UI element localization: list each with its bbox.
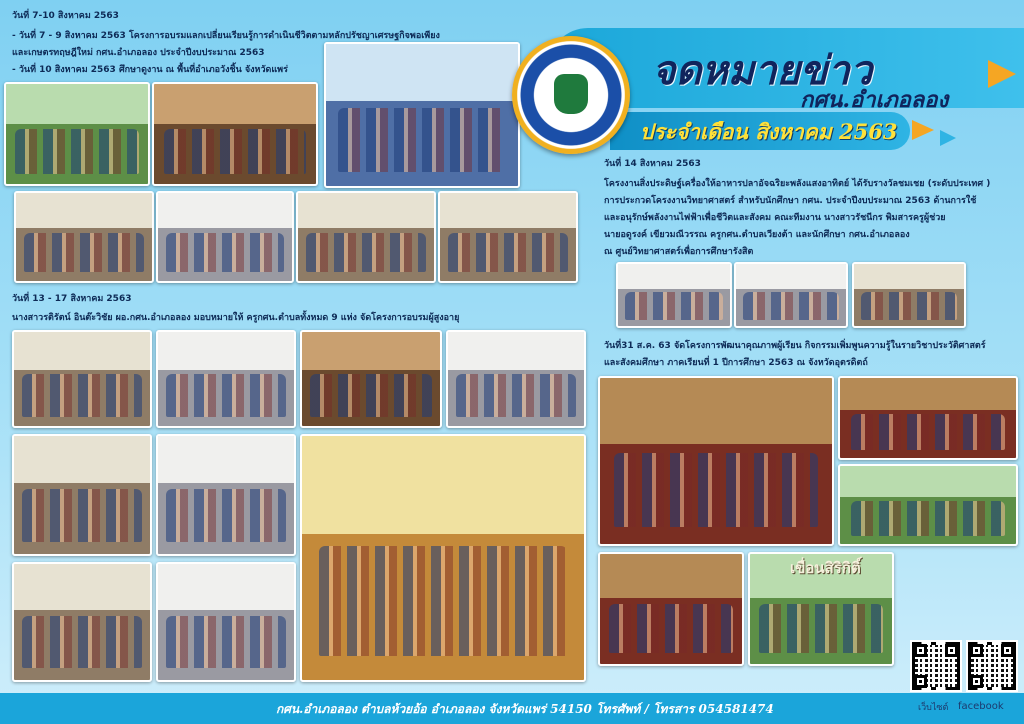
footer-address: กศน.อำเภอลอง ตำบลห้วยอ้อ อำเภอลอง จังหวัดแพร่ 54150 โทรศัพท์ / โทรสาร 054581474: [276, 702, 774, 716]
s3-line-1: นางสาวรติรัตน์ อินต๊ะวิชัย ผอ.กศน.อำเภอลอง มอบหมายให้ ครูกศน.ตำบลทั้งหมด 9 แห่ง จัดโครงการอบรมผู้สูงอายุ: [12, 313, 460, 323]
header-arrow-decor-2: [912, 120, 934, 140]
photo-s4-2: [838, 376, 1018, 460]
s3-date: วันที่ 13 - 17 สิงหาคม 2563: [12, 294, 132, 304]
photo-s4-3: [838, 464, 1018, 546]
photo-s3-7: [300, 434, 586, 682]
s4-line-1: วันที่31 ส.ค. 63 จัดโครงการพัฒนาคุณภาพผู้เรียน กิจกรรมเพิ่มพูนความรู้ในรายวิชาประวัติศาสตร์: [604, 341, 986, 351]
seal-province: จังหวัดแพร่: [556, 120, 586, 127]
s2-date: วันที่ 14 สิงหาคม 2563: [604, 159, 701, 169]
photo-s3-9: [156, 562, 296, 682]
photo-s1-3: [324, 42, 520, 188]
s1-line-1: - วันที่ 7 - 9 สิงหาคม 2563 โครงการอบรมแลกเปลี่ยนเรียนรู้การดำเนินชีวิตตามหลักปรัชญาเศรษฐกิจพอเพียง: [12, 31, 440, 41]
photo-s1-2: [152, 82, 318, 186]
photo-s3-2: [156, 330, 296, 428]
s2-line-3: และอนุรักษ์พลังงานไฟฟ้าเพื่อชีวิตและสังคม คณะทีมงาน นางสาวรัชนีกร พิมสารครูผู้ช่วย: [604, 213, 946, 223]
photo-s3-4: [446, 330, 586, 428]
photo-s1-4: [14, 191, 154, 283]
photo-s3-1: [12, 330, 152, 428]
s1-line-3: - วันที่ 10 สิงหาคม 2563 ศึกษาดูงาน ณ พื้นที่อำเภอวังชิ้น จังหวัดแพร่: [12, 65, 288, 75]
facebook-label[interactable]: facebook: [958, 701, 1004, 712]
photo-s1-6: [296, 191, 436, 283]
dam-sign-text: เขื่อนสิริกิติ์: [790, 559, 861, 577]
photo-s3-5: [12, 434, 152, 556]
photo-s2-1: [616, 262, 732, 328]
seal-emblem-icon: [554, 74, 588, 114]
qr-code-facebook[interactable]: [966, 640, 1018, 692]
s1-date: วันที่ 7-10 สิงหาคม 2563: [12, 11, 119, 21]
photo-s2-2: [734, 262, 848, 328]
s2-line-1: โครงงานสิ่งประดิษฐ์เครื่องให้อาหารปลาอัจฉริยะพลังแสงอาทิตย์ ได้รับรางวัลชมเชย (ระดับประเทศ ): [604, 179, 991, 189]
s2-line-5: ณ ศูนย์วิทยาศาสตร์เพื่อการศึกษารังสิต: [604, 247, 754, 257]
photo-s1-7: [438, 191, 578, 283]
footer-bar: [0, 693, 1024, 724]
org-seal-logo: [512, 36, 630, 154]
website-label[interactable]: เว็บไซต์: [918, 703, 949, 713]
qr-code-website[interactable]: [910, 640, 962, 692]
newsletter-month: ประจำเดือน สิงหาคม 2563: [640, 119, 898, 144]
header-arrow-decor-1: [988, 60, 1016, 88]
photo-s3-3: [300, 330, 442, 428]
photo-s2-3: [852, 262, 966, 328]
photo-s1-5: [156, 191, 294, 283]
photo-s1-1: [4, 82, 150, 186]
s1-line-2: และเกษตรทฤษฎีใหม่ กศน.อำเภอลอง ประจำปีงบประมาณ 2563: [12, 48, 265, 58]
header-arrow-decor-3: [940, 130, 956, 146]
newsletter-org: กศน.อำเภอลอง: [800, 87, 949, 113]
newsletter-title: จดหมายข่าว: [652, 47, 873, 94]
s2-line-2: การประกวดโครงงานวิทยาศาสตร์ สำหรับนักศึกษา กศน. ประจำปีงบประมาณ 2563 ด้านการใช้: [604, 196, 977, 206]
photo-s3-8: [12, 562, 152, 682]
s2-line-4: นายอดูรงค์ เขียวมณีวรรณ ครูกศน.ตำบลเวียงต้า และนักศึกษา กศน.อำเภอลอง: [604, 230, 910, 240]
photo-s4-1: [598, 376, 834, 546]
photo-s4-4: [598, 552, 744, 666]
photo-s3-6: [156, 434, 296, 556]
s4-line-2: และสังคมศึกษา ภาคเรียนที่ 1 ปีการศึกษา 2563 ณ จังหวัดอุตรดิตถ์: [604, 358, 868, 368]
